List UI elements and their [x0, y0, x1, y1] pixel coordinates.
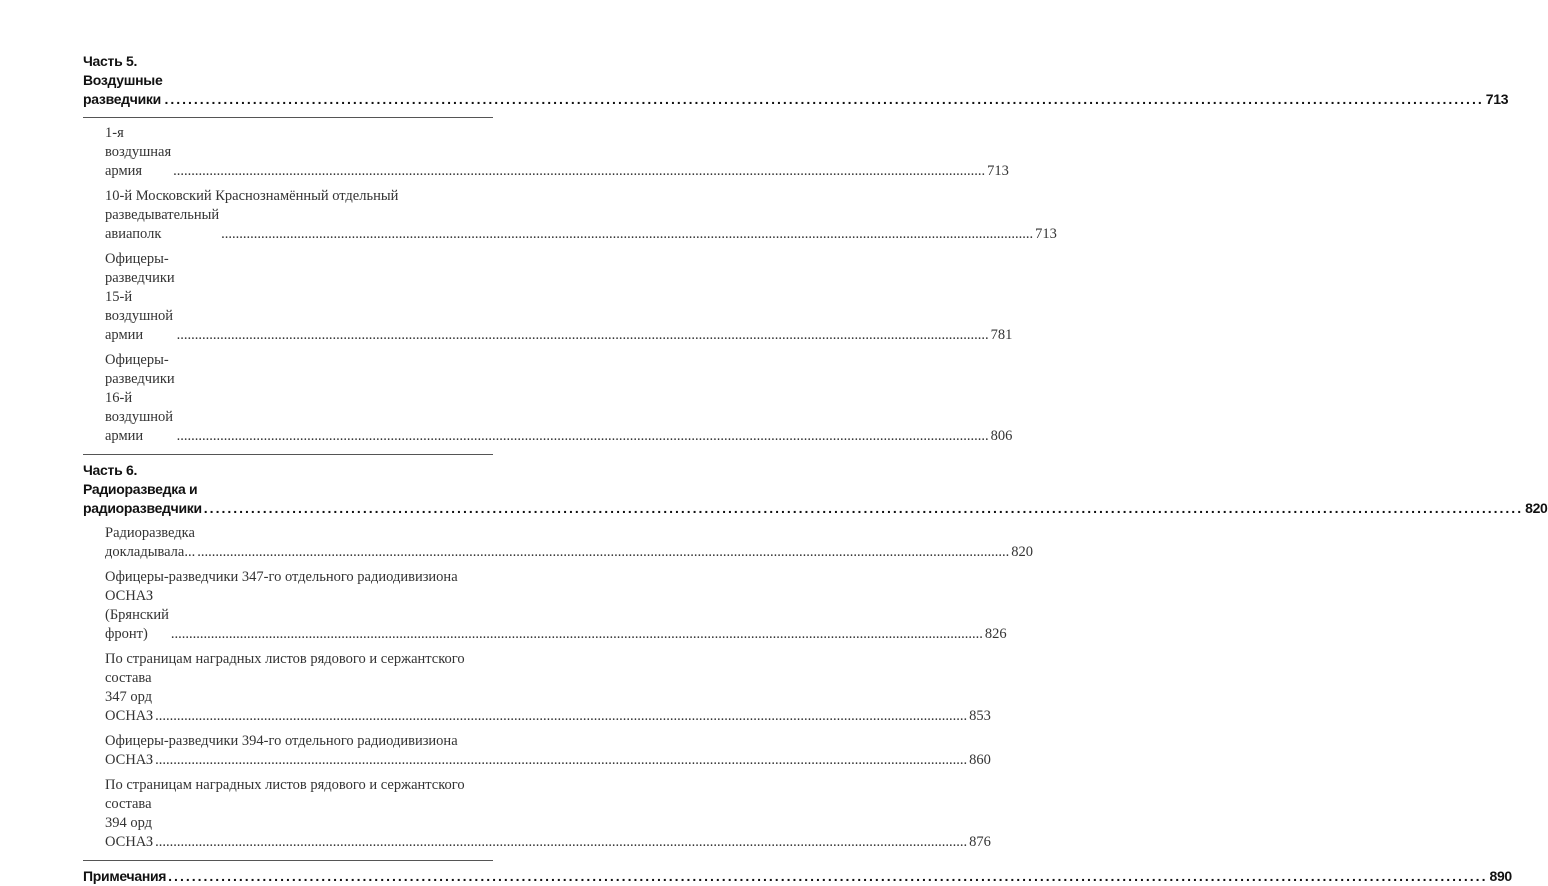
part-divider: [83, 117, 493, 118]
dot-leader: [197, 543, 1009, 562]
toc-item-page: 860: [969, 752, 991, 768]
toc-item-title-line2: состава 394 орд ОСНАЗ: [105, 796, 154, 850]
dot-leader: [221, 225, 1033, 244]
toc-item-title-line1: Офицеры-разведчики 347-го отдельного радиодивизиона: [105, 569, 458, 585]
toc-item[interactable]: [105, 351, 1013, 446]
toc-item-title: Радиоразведка докладывала...: [105, 525, 196, 560]
toc-notes-title: Примечания: [83, 868, 167, 884]
toc-part-5[interactable]: [83, 52, 1509, 109]
dot-leader: [164, 90, 1483, 109]
toc-notes[interactable]: [83, 867, 1512, 886]
dot-leader: [155, 707, 967, 726]
toc-item-title: Офицеры-разведчики 15-й воздушной армии: [105, 251, 175, 343]
toc-item-title-line2: состава 347 орд ОСНАЗ: [105, 670, 154, 724]
toc-item-page: 876: [969, 834, 991, 850]
toc-item[interactable]: [105, 732, 991, 770]
toc-item-title-line1: По страницам наградных листов рядового и сержантского: [105, 651, 465, 667]
toc-item-title: 1-я воздушная армия: [105, 125, 172, 179]
toc-item-title-line1: 10-й Московский Краснознамённый отдельный: [105, 188, 399, 204]
toc-part-5-title: Часть 5. Воздушные разведчики: [83, 53, 163, 107]
toc-item[interactable]: [105, 568, 1007, 644]
toc-item-title-line2: ОСНАЗ (Брянский фронт): [105, 588, 169, 642]
dot-leader: [171, 625, 983, 644]
toc-item[interactable]: [105, 250, 1013, 345]
toc-item[interactable]: [105, 776, 991, 852]
toc-part-6-page: 820: [1525, 500, 1548, 516]
toc-item-page: 826: [984, 626, 1007, 642]
toc-item-title-line1: Офицеры-разведчики 394-го отдельного радиодивизиона: [105, 733, 458, 749]
toc-notes-page: 890: [1489, 868, 1512, 884]
dot-leader: [204, 499, 1523, 518]
toc-part-6-title: Часть 6. Радиоразведка и радиоразведчики: [83, 462, 202, 516]
part-divider: [83, 860, 493, 861]
toc-item-page: 853: [969, 708, 991, 724]
part-divider: [83, 454, 493, 455]
toc-item[interactable]: [105, 124, 1009, 181]
dot-leader: [155, 751, 967, 770]
toc-item-title-line2: разведывательный авиаполк: [105, 207, 220, 242]
dot-leader: [168, 867, 1487, 886]
table-of-contents: [83, 52, 1548, 886]
toc-item-page: 806: [990, 428, 1013, 444]
dot-leader: [173, 162, 985, 181]
dot-leader: [177, 326, 989, 345]
toc-part-5-page: 713: [1485, 91, 1509, 107]
dot-leader: [155, 833, 967, 852]
toc-item[interactable]: [105, 524, 1033, 562]
toc-item-page: 820: [1011, 544, 1033, 560]
toc-item-title-line2: ОСНАЗ: [105, 752, 154, 768]
toc-item-page: 713: [1035, 226, 1057, 242]
toc-part-6[interactable]: [83, 461, 1548, 518]
toc-item-page: 781: [990, 327, 1013, 343]
toc-item-title: Офицеры-разведчики 16-й воздушной армии: [105, 352, 175, 444]
toc-item[interactable]: [105, 187, 1057, 244]
toc-item-page: 713: [987, 163, 1009, 179]
dot-leader: [177, 427, 989, 446]
toc-item-title-line1: По страницам наградных листов рядового и сержантского: [105, 777, 465, 793]
toc-item[interactable]: [105, 650, 991, 726]
